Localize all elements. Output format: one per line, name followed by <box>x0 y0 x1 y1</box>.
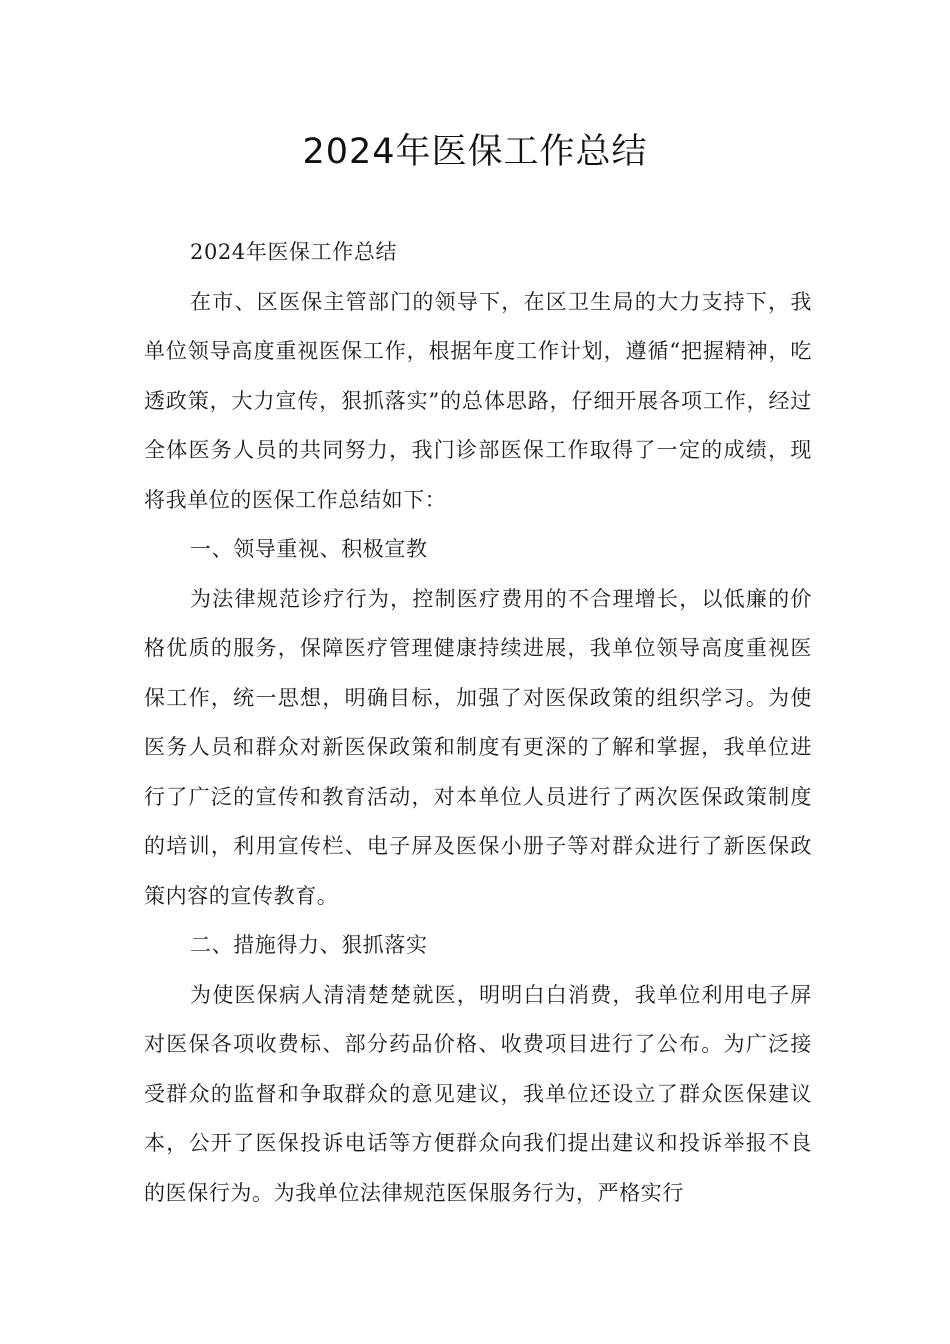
document-title: 2024年医保工作总结 <box>302 132 648 172</box>
section-2-paragraph: 为使医保病人清清楚楚就医，明明白白消费，我单位利用电子屏对医保各项收费标、部分药品价格、收费项目进行了公布。为广泛接受群众的监督和争取群众的意见建议，我单位还设立了群众医保建议本，公开了医保投诉电话等方便群众向我们提出建议和投诉举报不良的医保行为。为我单位法律规范医保服务行为，严格实行 <box>144 982 812 1205</box>
section-heading-1: 一、领导重视、积极宣教 <box>190 537 428 561</box>
section-1-paragraph: 为法律规范诊疗行为，控制医疗费用的不合理增长，以低廉的价格优质的服务，保障医疗管理健康持续进展，我单位领导高度重视医保工作，统一思想，明确目标，加强了对医保政策的组织学习。为使医务人员和群众对新医保政策和制度有更深的了解和掌握，我单位进行了广泛的宣传和教育活动，对本单位人员进行了两次医保政策制度的培训，利用宣传栏、电子屏及医保小册子等对群众进行了新医保政策内容的宣传教育。 <box>144 586 812 908</box>
document-body <box>144 228 812 1218</box>
document-subtitle: 2024年医保工作总结 <box>190 240 398 264</box>
intro-paragraph: 在市、区医保主管部门的领导下，在区卫生局的大力支持下，我单位领导高度重视医保工作，根据年度工作计划，遵循“把握精神，吃透政策，大力宣传，狠抓落实”的总体思路，仔细开展各项工作，经过全体医务人员的共同努力，我门诊部医保工作取得了一定的成绩，现将我单位的医保工作总结如下： <box>144 289 812 512</box>
section-heading-2: 二、措施得力、狠抓落实 <box>190 933 428 957</box>
